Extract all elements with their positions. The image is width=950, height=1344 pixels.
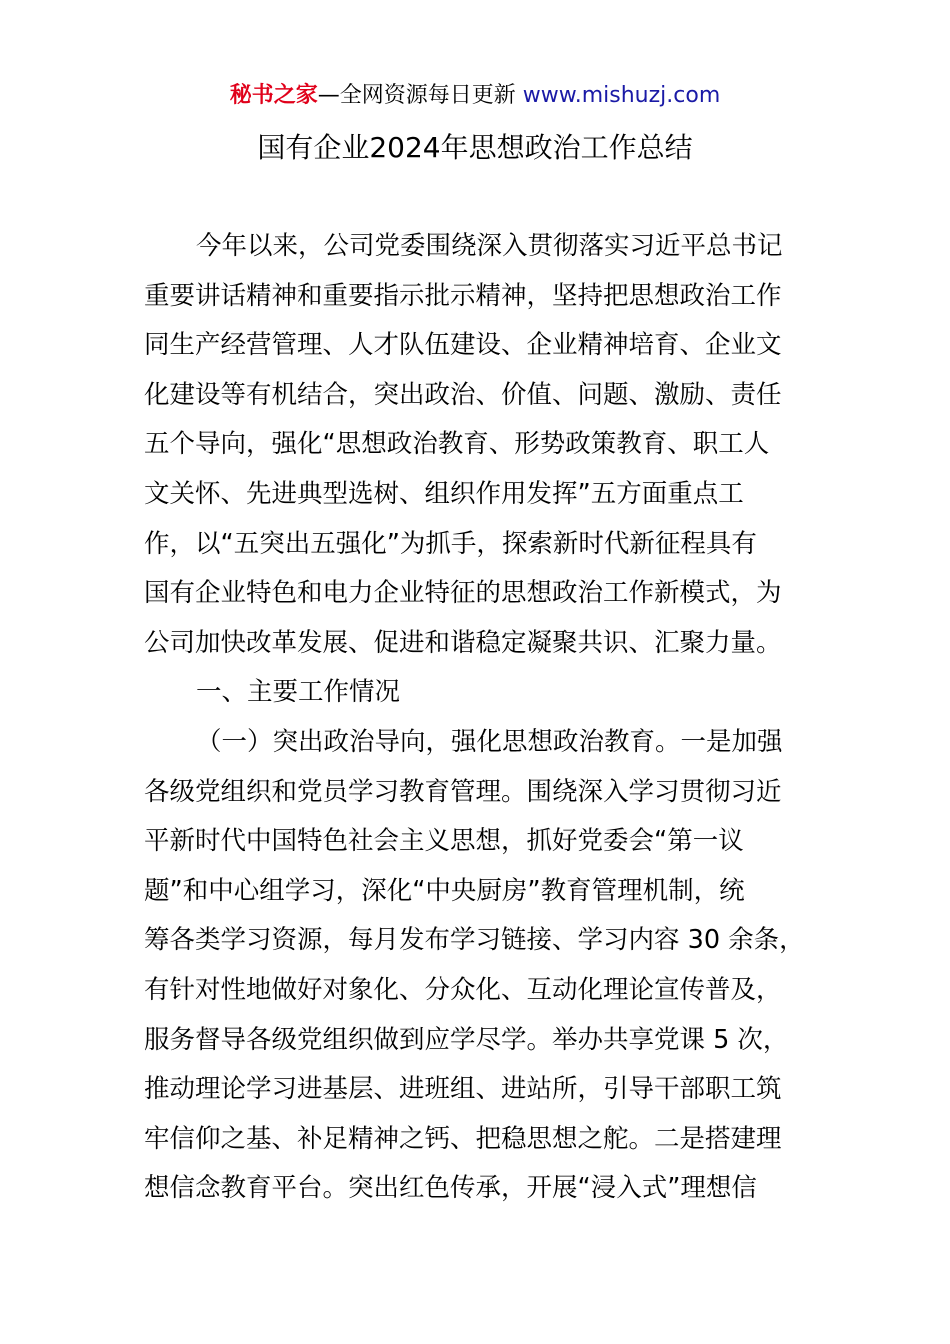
paragraph-line: （一）突出政治导向，强化思想政治教育。一是加强 [196,726,783,757]
paragraph-line: 各级党组织和党员学习教育管理。围绕深入学习贯彻习近 [144,776,782,807]
paragraph-line: 同生产经营管理、人才队伍建设、企业精神培育、企业文 [144,330,782,361]
paragraph-line: 公司加快改革发展、促进和谐稳定凝聚共识、汇聚力量。 [144,627,782,658]
paragraph-line: 今年以来，公司党委围绕深入贯彻落实习近平总书记 [196,231,783,261]
banner-brand: 秘书之家 [229,83,318,108]
paragraph-line: 想信念教育平台。突出红色传承，开展“浸入式”理想信 [144,1173,757,1204]
paragraph-line: 有针对性地做好对象化、分众化、互动化理论宣传普及， [144,974,782,1005]
site-banner [0,80,950,112]
banner-url[interactable]: www.mishuzj.com [522,83,721,108]
paragraph-line: 文关怀、先进典型选树、组织作用发挥”五方面重点工 [144,478,744,509]
paragraph-line: 国有企业特色和电力企业特征的思想政治工作新模式，为 [144,578,782,609]
banner-tagline: —全网资源每日更新 [317,83,523,108]
paragraph-line: 服务督导各级党组织做到应学尽学。举办共享党课 5 次， [144,1024,789,1055]
paragraph-line: 作，以“五突出五强化”为抓手，探索新时代新征程具有 [144,528,757,559]
paragraph-line: 筹各类学习资源，每月发布学习链接、学习内容 30 余条， [144,925,805,956]
paragraph-line: 题”和中心组学习，深化“中央厨房”教育管理机制，统 [144,875,745,906]
paragraph-line: 平新时代中国特色社会主义思想，抓好党委会“第一议 [144,826,744,857]
section-heading: 一、主要工作情况 [196,677,401,708]
document-body [144,222,806,1214]
document-title: 国有企业2024年思想政治工作总结 [257,131,693,164]
paragraph-line: 牢信仰之基、补足精神之钙、把稳思想之舵。二是搭建理 [144,1123,782,1154]
paragraph-line: 重要讲话精神和重要指示批示精神，坚持把思想政治工作 [144,280,782,311]
paragraph-line: 五个导向，强化“思想政治教育、形势政策教育、职工人 [144,429,770,460]
paragraph-line: 推动理论学习进基层、进班组、进站所，引导干部职工筑 [144,1074,782,1105]
paragraph-line: 化建设等有机结合，突出政治、价值、问题、激励、责任 [144,379,782,410]
